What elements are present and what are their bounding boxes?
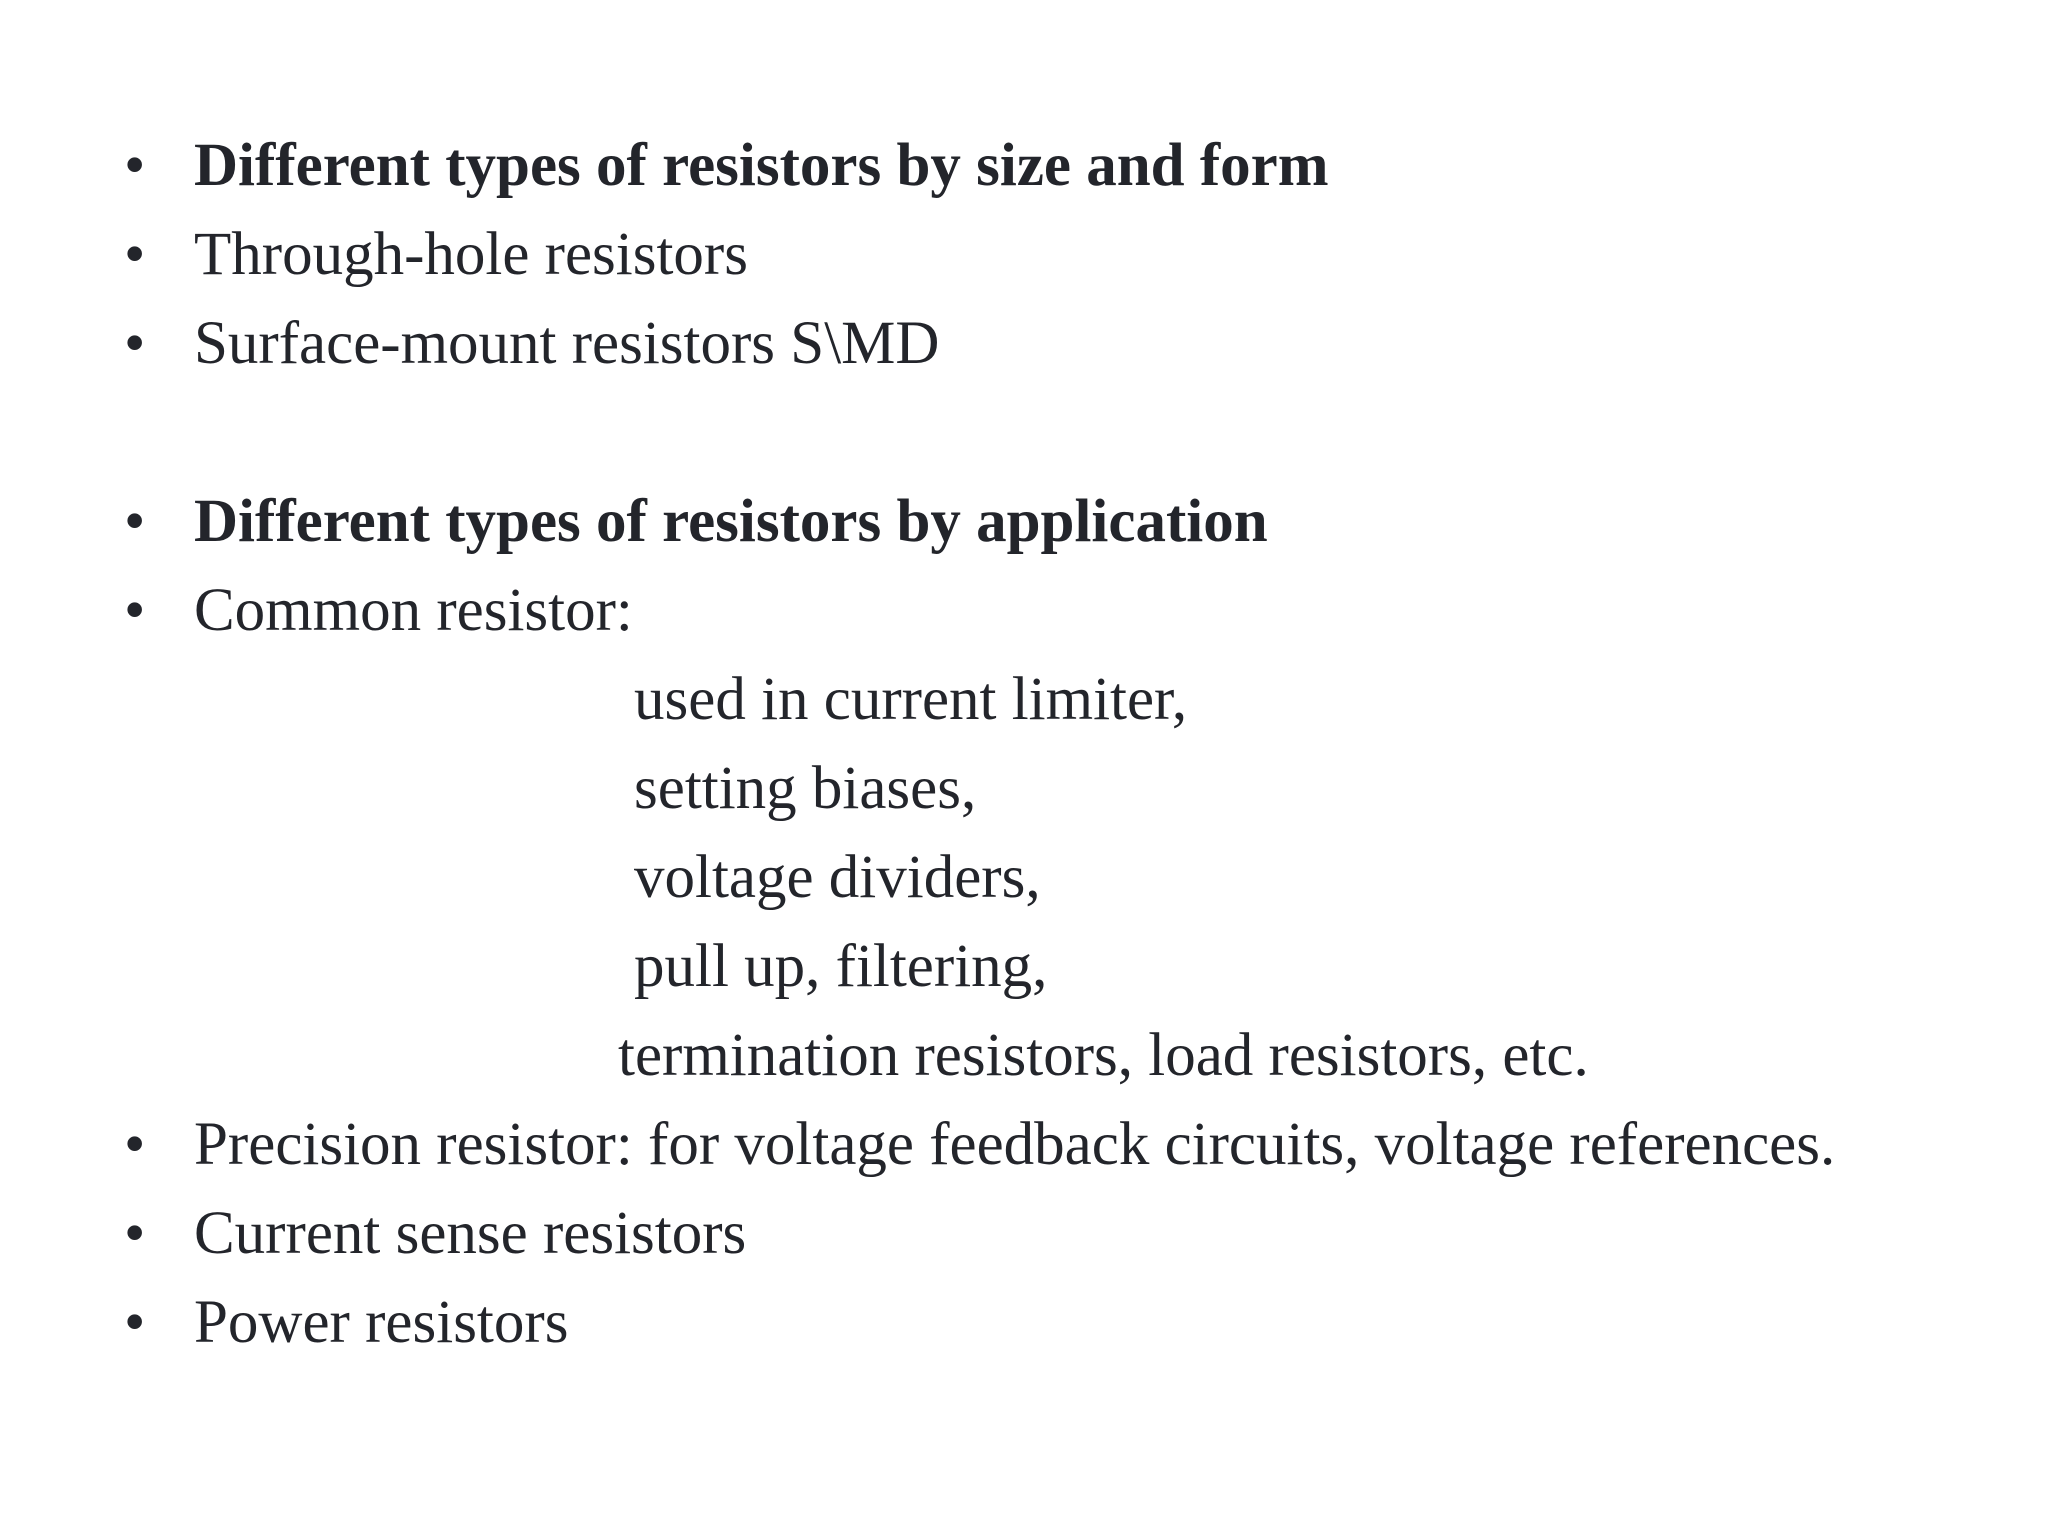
use-text: used in current limiter, — [634, 666, 1188, 733]
bullet-dot: • — [124, 488, 146, 555]
bullet-dot: • — [124, 132, 146, 199]
section-heading: Different types of resistors by size and form — [194, 132, 1329, 199]
use-text: voltage dividers, — [634, 844, 1041, 911]
bullet-text: Surface-mount resistors S\MD — [194, 310, 940, 377]
bullet-dot: • — [124, 1111, 146, 1178]
use-text: pull up, filtering, — [634, 933, 1048, 1000]
bullet-text: Common resistor: — [194, 577, 633, 644]
use-text: termination resistors, load resistors, etc. — [618, 1022, 1589, 1089]
bullet-text: Power resistors — [194, 1289, 569, 1356]
bullet-dot: • — [124, 221, 146, 288]
bullet-text: Precision resistor: for voltage feedback circuits, voltage references. — [194, 1111, 1836, 1178]
bullet-dot: • — [124, 310, 146, 377]
bullet-dot: • — [124, 1289, 146, 1356]
section-heading: Different types of resistors by application — [194, 488, 1268, 555]
bullet-text: Current sense resistors — [194, 1200, 747, 1267]
bullet-dot: • — [124, 577, 146, 644]
bullet-text: Through-hole resistors — [194, 221, 748, 288]
bullet-dot: • — [124, 1200, 146, 1267]
use-text: setting biases, — [634, 755, 977, 822]
